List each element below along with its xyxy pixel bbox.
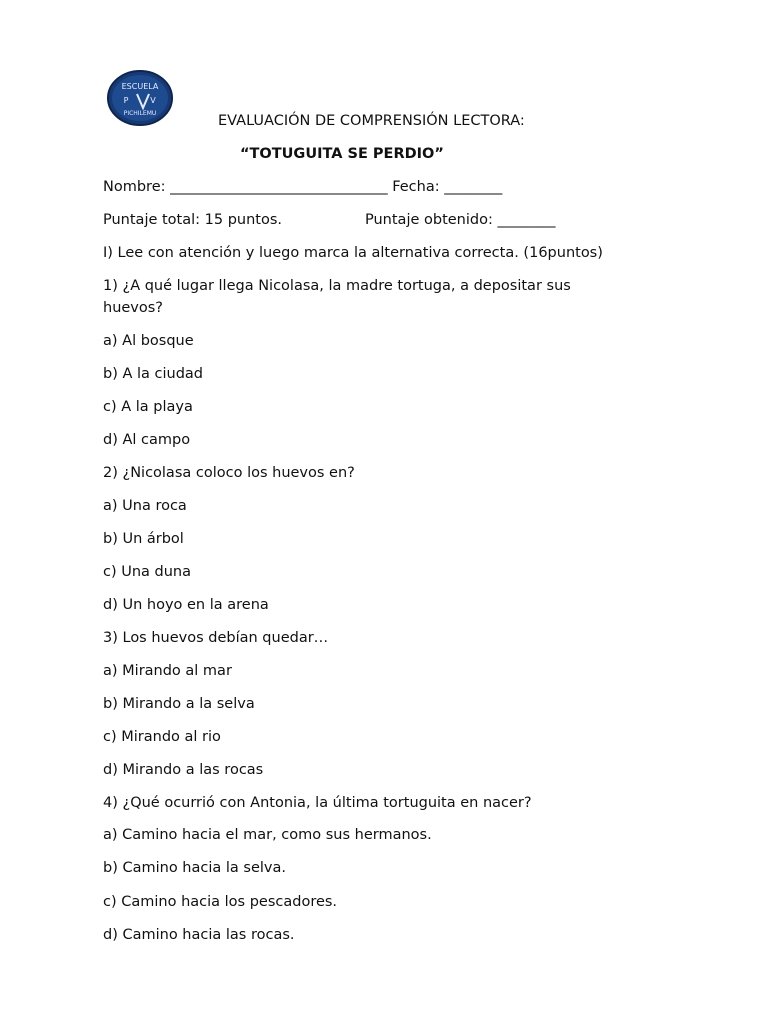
question-1-option-b: b) A la ciudad	[103, 366, 204, 382]
question-2-option-b: b) Un árbol	[103, 531, 184, 547]
document-title: EVALUACIÓN DE COMPRENSIÓN LECTORA:	[218, 113, 525, 129]
question-1-option-a: a) Al bosque	[103, 333, 194, 349]
question-4-option-c: c) Camino hacia los pescadores.	[103, 894, 338, 910]
story-title: “TOTUGUITA SE PERDIO”	[240, 146, 444, 162]
question-3-option-a: a) Mirando al mar	[103, 663, 232, 679]
question-3: 3) Los huevos debían quedar…	[103, 630, 329, 646]
question-4-option-d: d) Camino hacia las rocas.	[103, 927, 295, 943]
logo-text-right: V	[150, 96, 156, 105]
logo-text-left: P	[123, 96, 129, 105]
score-obtained: Puntaje obtenido: ________	[365, 212, 556, 228]
question-4: 4) ¿Qué ocurrió con Antonia, la última tortuguita en nacer?	[103, 795, 532, 811]
question-4-option-b: b) Camino hacia la selva.	[103, 860, 286, 876]
question-1-option-d: d) Al campo	[103, 432, 191, 448]
question-1: 1) ¿A qué lugar llega Nicolasa, la madre tortuga, a depositar sus huevos?	[103, 278, 571, 316]
question-1-option-c: c) A la playa	[103, 399, 193, 415]
logo-text-bottom: PICHILEMU	[123, 110, 157, 117]
question-2-option-c: c) Una duna	[103, 564, 192, 580]
school-seal-icon	[107, 70, 173, 126]
score-total: Puntaje total: 15 puntos.	[103, 212, 283, 228]
question-3-option-d: d) Mirando a las rocas	[103, 762, 264, 778]
school-logo	[107, 70, 173, 126]
instructions: I) Lee con atención y luego marca la alternativa correcta. (16puntos)	[103, 245, 603, 261]
question-3-option-b: b) Mirando a la selva	[103, 696, 255, 712]
logo-text-top: ESCUELA	[121, 82, 159, 91]
question-3-option-c: c) Mirando al rio	[103, 729, 221, 745]
name-date-line: Nombre: ______________________________ Fecha: ________	[103, 179, 503, 195]
question-4-option-a: a) Camino hacia el mar, como sus hermanos.	[103, 827, 432, 843]
question-2: 2) ¿Nicolasa coloco los huevos en?	[103, 465, 355, 481]
question-2-option-a: a) Una roca	[103, 498, 187, 514]
question-2-option-d: d) Un hoyo en la arena	[103, 597, 269, 613]
